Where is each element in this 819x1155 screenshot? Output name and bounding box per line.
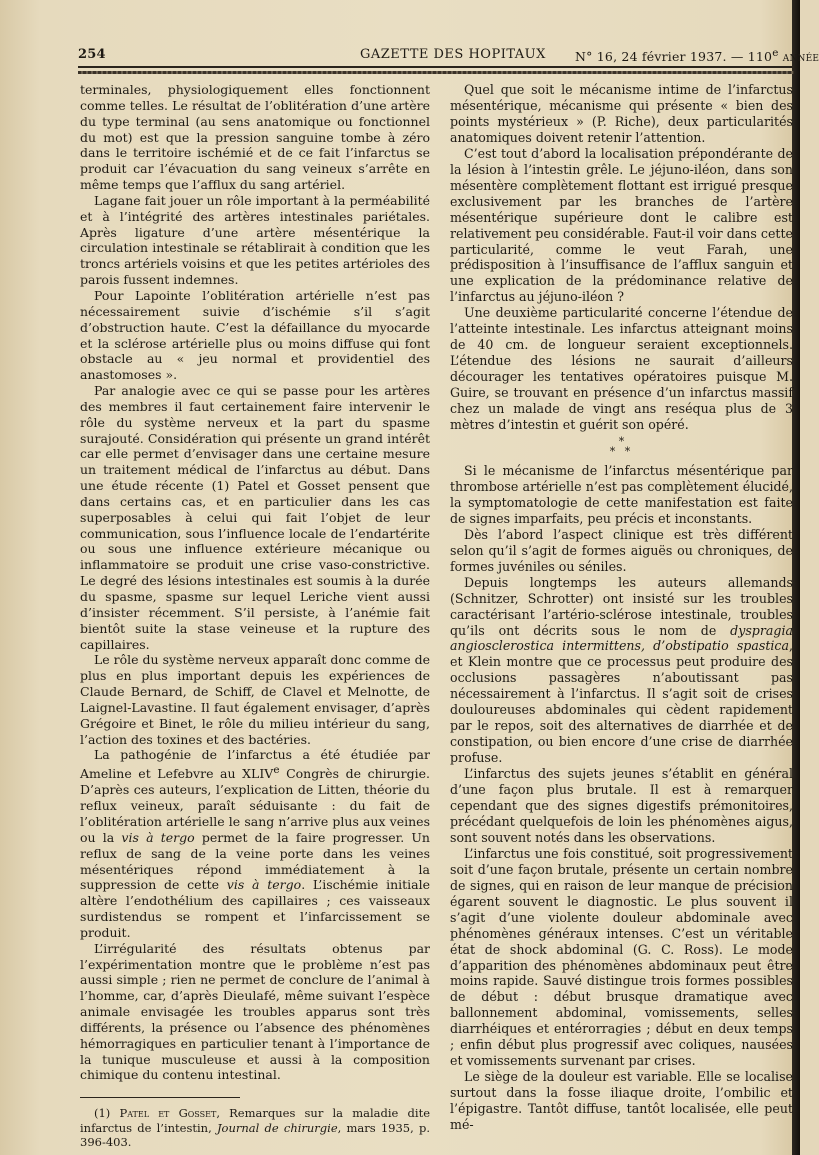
paragraph: terminales, physiologiquement elles fonctionnent comme telles. Le résultat de l’oblitération d’une artère du type terminal (au sens anatomique ou fonctionnel du mot) est que la pression sanguine tombe à zéro dans le territoire ischémié et de ce fait l’infarctus se produit car l’évacuation du sang veineux s’arrête en même temps que l’afflux du sang artériel. <box>80 82 430 193</box>
text-run: , Remarques sur la maladie dite infarctus de l’intestin, <box>80 1106 430 1135</box>
issue-info <box>575 47 819 64</box>
footnote-authors: Patel et Gosset <box>119 1106 217 1121</box>
text-run: La pathogénie de l’infarctus a été étudiée par Ameline et Lefebvre au XLIV <box>80 747 430 782</box>
issue-superscript: e <box>772 47 779 59</box>
paragraph: Le siège de la douleur est variable. Elle se localise surtout dans la fosse iliaque droite, l’ombilic et l’épigastre. Tantôt diffuse, tantôt localisée, elle peut mé- <box>450 1069 793 1133</box>
italic-term: vis à tergo <box>226 877 302 893</box>
text-run: , mars 1935, p. 396-403. <box>80 1120 430 1150</box>
paragraph: Pour Lapointe l’oblitération artérielle n’est pas nécessairement suivie d’ischémie s’il s’agit d’obstruction haute. C’est la défaillance du myocarde et la sclérose artérielle plus ou moins diffuse qui font obstacle au « jeu normal et providentiel des anastomoses ». <box>80 287 430 383</box>
section-separator <box>450 434 793 458</box>
issue-main: N° 16, 24 février 1937. — 110 <box>575 49 773 65</box>
header-rule <box>78 66 794 68</box>
journal-title: GAZETTE DES HOPITAUX <box>360 47 546 62</box>
paragraph: C’est tout d’abord la localisation prépondérante de la lésion à l’intestin grêle. Le jéjuno-iléon, dans son mésentère complètement flottant est irrigué presque exclusivement par les branches de l’artère mésentérique supérieure dont le calibre est relativement peu considérable. Faut-il voir dans cette particularité, comme le veut Farah, une prédisposition à l’insuffisance de l’afflux sanguin et une explication de la prédominance relative de l’infarctus au jéjuno-iléon ? <box>450 145 793 305</box>
superscript: e <box>273 764 280 777</box>
footnote <box>80 1106 430 1150</box>
page-number: 254 <box>78 47 106 62</box>
paragraph: Dès l’abord l’aspect clinique est très différent selon qu’il s’agit de formes aiguës ou chroniques, de formes juvéniles ou séniles. <box>450 526 793 574</box>
separator-stars-bottom: * * <box>609 444 634 458</box>
paragraph <box>80 747 430 940</box>
paragraph: Quel que soit le mécanisme intime de l’infarctus mésentérique, mécanisme qui présente « bien des points mystérieux » (P. Riche), deux particularités anatomiques doivent retenir l’attention. <box>450 82 793 145</box>
italic-term: dyspragia angiosclerostica intermittens, d’obstipatio spastica <box>450 622 793 654</box>
paragraph: Si le mécanisme de l’infarctus mésentérique par thrombose artérielle n’est pas complètement élucidé, la symptomatologie de cette manifestation est faite de signes imparfaits, peu précis et inconstants. <box>450 462 793 526</box>
paragraph: Une deuxième particularité concerne l’étendue de l’atteinte intestinale. Les infarctus atteignant moins de 40 cm. de longueur seraient exceptionnels. L’étendue des lésions ne saurait d’ailleurs décourager les tentatives opératoires puisque M. Guire, se trouvant en présence d’un infarctus massif chez un malade de vingt ans reséqua plus de 3 mètres d’intestin et guérit son opéré. <box>450 305 793 433</box>
text-run: Depuis longtemps les auteurs allemands (Schnitzer, Schrotter) ont insisté sur les troubles caractérisant l’artério-sclérose intestinale, troubles qu’ils ont décrits sous le nom de <box>450 574 793 638</box>
paragraph: L’infarctus des sujets jeunes s’établit en général d’une façon plus brutale. Il est à remarquer cependant que des signes digestifs prémonitoires, précédant quelquefois de loin les phénomènes aigus, sont souvent notés dans les observations. <box>450 766 793 845</box>
text-run: permet de la faire progresser. Un reflux de sang de la veine porte dans les veines mésentériques répond immédiatement à la suppression de cette <box>80 829 430 893</box>
italic-term: vis à tergo <box>121 829 195 845</box>
separator-star-top: * <box>618 434 625 448</box>
running-header <box>78 44 819 66</box>
right-column <box>450 82 793 1133</box>
paragraph: Le rôle du système nerveux apparaît donc comme de plus en plus important depuis les expériences de Claude Bernard, de Schiff, de Clavel et Melnotte, de Laignel-Lavastine. Il faut également envisager, d’après Grégoire et Binet, le rôle du milieu intérieur du sang, l’action des toxines et des bactéries. <box>80 652 430 747</box>
left-column <box>80 82 430 1150</box>
paragraph: L’irrégularité des résultats obtenus par l’expérimentation montre que le problème n’est pas aussi simple ; rien ne permet de conclure de l’animal à l’homme, car, d’après Dieulafé, même suivant l’espèce animale envisagée les troubles apparus sont très différents, la présence ou l’absence des phénomènes hémorragiques en particulier tenant à l’importance de la tunique musculeuse et aussi à la composition chimique du contenu intestinal. <box>80 940 430 1083</box>
page-edge-shadow <box>792 0 800 1155</box>
header-double-rule <box>78 71 794 74</box>
text-run: Congrès de chirurgie. D’après ces auteurs, l’explication de Litten, théorie du reflux veineux, paraît séduisante : du fait de l’oblitération artérielle le sang n’arrive plus aux veines ou la <box>80 766 430 845</box>
paragraph: Lagane fait jouer un rôle important à la perméabilité et à l’intégrité des artères intestinales pariétales. Après ligature d’une artère mésentérique la circulation intestinale se rétablirait à condition que les troncs artériels voisins et que les petites artérioles des parois fussent indemnes. <box>80 192 430 288</box>
text-run: , et Klein montre que ce processus peut produire des occlusions passagères n’aboutissant pas nécessairement à l’infarctus. Il s’agit soit de crises douloureuses abdominales qui cèdent rapidement par le repos, soit des alternatives de diarrhée et de constipation, ou bien encore d’une crise de diarrhée profuse. <box>450 638 793 766</box>
text-run: . L’ischémie initiale altère l’endothélium des capillaires ; ces vaisseaux surdistendus se rompent et l’infarcissement se produit. <box>80 877 430 940</box>
issue-year-label: année <box>782 49 819 65</box>
paragraph: Par analogie avec ce qui se passe pour les artères des membres il faut certainement faire intervenir le rôle du système nerveux et la part du spasme surajouté. Considération qui présente un grand intérêt car elle permet d’envisager dans une certaine mesure un traitement médical de l’infarctus au début. Dans une étude récente (1) Patel et Gosset pensent que dans certains cas, et en particulier dans les cas superposables à celui qui fait l’objet de leur communication, sous l’influence locale de l’endartérite ou sous une influence extérieure mécanique ou inflammatoire se produit une crise vaso-constrictive. Le degré des lésions intestinales est soumis à la durée du spasme, spasme sur lequel Leriche vient aussi d’insister récemment. S’il persiste, à l’anémie fait bientôt suite la stase veineuse et la rupture des capillaires. <box>80 383 430 652</box>
paragraph: L’infarctus une fois constitué, soit progressivement soit d’une façon brutale, présente un certain nombre de signes, qui en raison de leur manque de précision égarent souvent le diagnostic. Le plus souvent il s’agit d’une violente douleur abdominale avec phénomènes généraux intenses. C’est un véritable état de shock abdominal (G. C. Ross). Le mode d’apparition des phénomènes abdominaux peut être moins rapide. Sauvé distingue trois formes possibles de début : début brusque dramatique avec ballonnement abdominal, vomissements, selles diarrhéiques et entérorragies ; début en deux temps ; enfin début plus progressif avec coliques, nausées et vomissements survenant par crises. <box>450 845 793 1069</box>
footnote-journal: Journal de chirurgie <box>216 1120 338 1135</box>
footnote-rule <box>80 1097 240 1098</box>
paragraph <box>450 575 793 766</box>
footnote-number: (1) <box>94 1106 120 1121</box>
